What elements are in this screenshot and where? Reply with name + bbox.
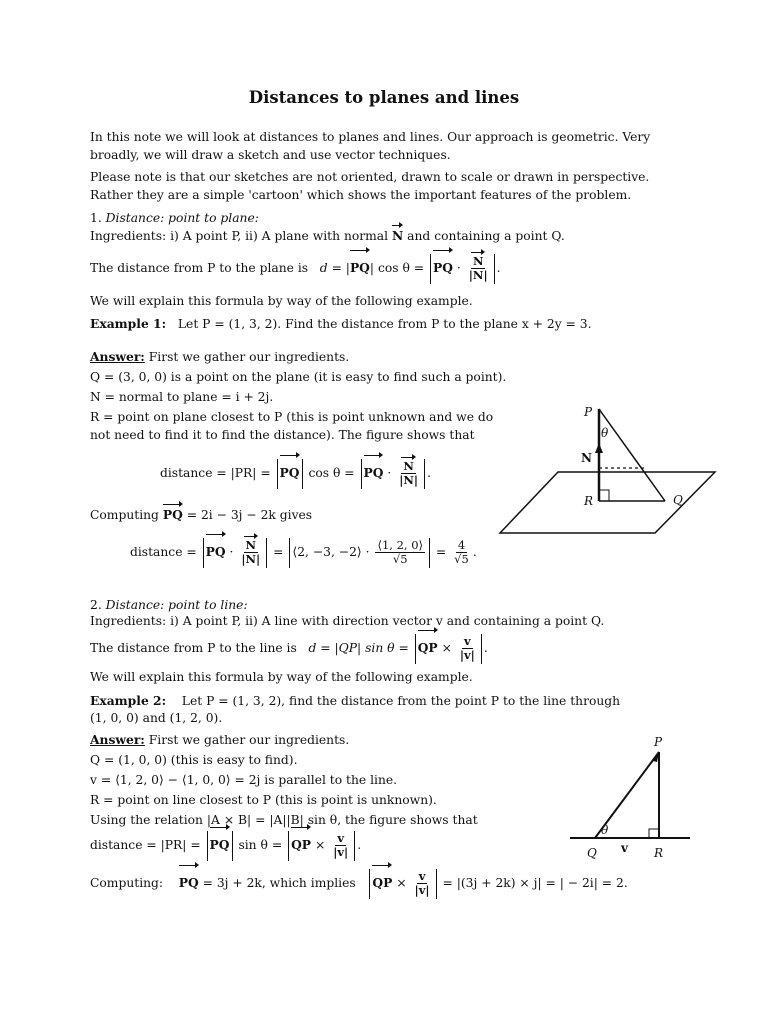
fraction-numerator: N bbox=[403, 459, 414, 473]
abs-bar bbox=[369, 869, 370, 899]
section-title: Distance: point to plane: bbox=[105, 211, 259, 225]
answer-1-line-5: not need to find it to find the distance). The figure shows that bbox=[90, 428, 475, 442]
abs-bar bbox=[424, 459, 425, 489]
computing-mid: = 3j + 2k, which implies bbox=[202, 876, 356, 890]
formula-pq-vector: PQ bbox=[350, 253, 370, 283]
dot-operator: · bbox=[456, 261, 461, 275]
section-1-explain: We will explain this formula by way of the following example. bbox=[90, 294, 473, 308]
abs-bar bbox=[266, 538, 267, 568]
label-p: P bbox=[654, 735, 663, 749]
qp-vector: QP bbox=[418, 633, 438, 663]
normal-unit-fraction bbox=[467, 255, 490, 282]
answer-2-line-5: Using the relation |A × B| = |A||B| sin θ, the figure shows that bbox=[90, 813, 478, 827]
label-theta: θ bbox=[601, 426, 609, 440]
fraction-denominator: |N| bbox=[468, 268, 488, 282]
normal-unit-fraction bbox=[239, 539, 262, 566]
label-q: Q bbox=[587, 846, 597, 860]
ingredients-text: Ingredients: i) A point P, ii) A plane with normal bbox=[90, 229, 389, 243]
section-number: 1. bbox=[90, 211, 102, 225]
formula-cos: | cos θ = bbox=[369, 261, 425, 275]
pq-line bbox=[599, 409, 665, 501]
fraction-denominator: √5 bbox=[392, 552, 408, 566]
fraction-numerator: v bbox=[418, 869, 426, 883]
equals: = bbox=[435, 545, 447, 559]
dot-operator: · bbox=[387, 466, 392, 480]
fraction-denominator: |v| bbox=[414, 883, 430, 897]
abs-bar bbox=[429, 538, 430, 568]
label-theta: θ bbox=[601, 823, 609, 837]
direction-unit-fraction bbox=[413, 870, 432, 897]
abs-bar bbox=[207, 831, 208, 861]
answer-1-line-2: Q = (3, 0, 0) is a point on the plane (it is easy to find such a point). bbox=[90, 370, 507, 384]
section-1-ingredients bbox=[90, 228, 565, 244]
computing-label: Computing: bbox=[90, 876, 164, 890]
normal-vector-symbol: N bbox=[392, 228, 404, 243]
computing-tail: = 2i − 3j − 2k gives bbox=[186, 508, 313, 522]
label-r: R bbox=[584, 494, 594, 508]
example-label: Example 2: bbox=[90, 693, 167, 708]
fraction-numerator: N bbox=[245, 538, 257, 552]
computing-label: Computing bbox=[90, 508, 159, 522]
label-q: Q bbox=[673, 493, 683, 507]
answer-text: First we gather our ingredients. bbox=[148, 733, 350, 747]
right-angle-marker bbox=[599, 490, 609, 501]
section-2-ingredients: Ingredients: i) A point P, ii) A line with direction vector v and containing a point Q. bbox=[90, 614, 605, 628]
abs-bar-right bbox=[494, 254, 495, 284]
formula-lead: The distance from P to the line is bbox=[90, 641, 297, 655]
qp-vector: QP bbox=[372, 868, 392, 898]
abs-bar bbox=[289, 538, 290, 568]
label-p: P bbox=[584, 405, 593, 419]
abs-bar bbox=[277, 459, 278, 489]
fraction-numerator: N bbox=[472, 254, 484, 268]
intro-paragraph-1-line-1: In this note we will look at distances to planes and lines. Our approach is geometric. Very bbox=[90, 130, 651, 144]
vector-components: ⟨2, −3, −2⟩ · bbox=[292, 545, 370, 559]
abs-bar bbox=[354, 831, 355, 861]
fraction-numerator: 4 bbox=[457, 538, 466, 552]
computing-line-1 bbox=[90, 507, 312, 523]
answer-text: First we gather our ingredients. bbox=[148, 350, 350, 364]
answer-label: Answer: bbox=[90, 732, 145, 747]
abs-bar bbox=[361, 459, 362, 489]
example-label: Example 1: bbox=[90, 316, 167, 331]
ingredients-tail: and containing a point Q. bbox=[407, 229, 565, 243]
intro-paragraph-2-line-1: Please note is that our sketches are not oriented, drawn to scale or drawn in perspective. bbox=[90, 170, 650, 184]
formula-pq-vector-2: PQ bbox=[433, 253, 453, 283]
cos-theta: cos θ = bbox=[308, 466, 355, 480]
cross-operator: × bbox=[314, 838, 326, 852]
distance-formula-1: distance = |PR| = PQ cos θ = PQ · $\frac{N}{|N|}$ . bbox=[160, 459, 432, 487]
formula-d: d = |QP| sin θ = bbox=[308, 641, 409, 655]
intro-paragraph-2-line-2: Rather they are a simple 'cartoon' which shows the important features of the problem. bbox=[90, 188, 632, 202]
distance-lead: distance = bbox=[130, 545, 197, 559]
direction-unit-fraction bbox=[331, 832, 350, 859]
pq-vector: PQ bbox=[162, 507, 183, 522]
page-title: Distances to planes and lines bbox=[248, 88, 520, 107]
right-angle-marker bbox=[649, 829, 659, 838]
pq-vector: PQ bbox=[179, 868, 199, 898]
section-2-heading bbox=[90, 597, 248, 613]
label-v: v bbox=[621, 841, 628, 855]
distance-formula-2: distance = PQ · $\frac{N}{|N|}$ = ⟨2, −3, −2⟩ · $\frac{⟨1, 2, 0⟩}{√5}$ = $\frac{4}{√5}$ . bbox=[130, 538, 477, 566]
section-1-formula: The distance from P to the plane is d = |PQ| cos θ = PQ · $\frac{N}{|N|}$ . bbox=[90, 254, 501, 282]
normal-unit-fraction bbox=[397, 460, 420, 487]
label-n: N bbox=[581, 451, 592, 465]
answer-1-line-1 bbox=[90, 349, 349, 365]
answer-2-line-4: R = point on line closest to P (this is point is unknown). bbox=[90, 793, 437, 807]
fraction-numerator: v bbox=[337, 831, 345, 845]
answer-2-line-3: v = ⟨1, 2, 0⟩ − ⟨1, 0, 0⟩ = 2j is parallel to the line. bbox=[90, 773, 398, 787]
fraction-numerator: v bbox=[464, 634, 471, 648]
equals: = bbox=[273, 545, 284, 559]
line-figure bbox=[565, 735, 695, 865]
answer-label: Answer: bbox=[90, 349, 145, 364]
components-fraction bbox=[375, 539, 425, 566]
fraction-denominator: |N| bbox=[241, 552, 261, 566]
example-2-line-1 bbox=[90, 693, 620, 709]
fraction-denominator: |v| bbox=[333, 845, 349, 859]
fraction-denominator: √5 bbox=[454, 552, 469, 566]
pq-vector: PQ bbox=[364, 458, 384, 488]
example-2-line-2: (1, 0, 0) and (1, 2, 0). bbox=[90, 711, 223, 725]
abs-bar bbox=[288, 831, 289, 861]
label-r: R bbox=[654, 846, 664, 860]
abs-bar-left bbox=[430, 254, 431, 284]
distance-formula-3: distance = |PR| = PQ sin θ = QP × $\frac{v}{|v|}$ . bbox=[90, 831, 362, 859]
pq-vector: PQ bbox=[280, 458, 300, 488]
cross-operator: × bbox=[441, 641, 452, 655]
example-text: Let P = (1, 3, 2). Find the distance from P to the plane x + 2y = 3. bbox=[177, 317, 592, 331]
intro-paragraph-1-line-2: broadly, we will draw a sketch and use vector techniques. bbox=[90, 148, 451, 162]
normal-arrowhead bbox=[595, 443, 603, 453]
distance-lead: distance = |PR| = bbox=[160, 466, 271, 480]
abs-bar bbox=[481, 634, 482, 664]
abs-bar bbox=[203, 538, 204, 568]
pq-vector: PQ bbox=[206, 537, 226, 567]
cross-operator: × bbox=[396, 876, 407, 890]
answer-2-line-2: Q = (1, 0, 0) (this is easy to find). bbox=[90, 753, 298, 767]
abs-bar bbox=[436, 869, 437, 899]
fraction-denominator: |v| bbox=[459, 648, 475, 662]
section-1-heading bbox=[90, 210, 259, 226]
qp-vector: QP bbox=[291, 830, 311, 860]
computing-tail: = |(3j + 2k) × j| = | − 2i| = 2. bbox=[442, 876, 628, 890]
abs-bar bbox=[415, 634, 416, 664]
fraction-numerator: ⟨1, 2, 0⟩ bbox=[377, 538, 423, 552]
abs-bar bbox=[232, 831, 233, 861]
answer-2-line-1 bbox=[90, 732, 349, 748]
answer-1-line-3: N = normal to plane = i + 2j. bbox=[90, 390, 274, 404]
abs-bar bbox=[302, 459, 303, 489]
result-fraction bbox=[452, 539, 471, 566]
section-2-explain: We will explain this formula by way of the following example. bbox=[90, 670, 473, 684]
sin-theta: sin θ = bbox=[238, 838, 283, 852]
example-1 bbox=[90, 316, 592, 332]
direction-unit-fraction bbox=[458, 635, 477, 662]
section-title: Distance: point to line: bbox=[105, 598, 248, 612]
answer-1-line-4: R = point on plane closest to P (this is point unknown and we do bbox=[90, 410, 494, 424]
computing-line-2 bbox=[90, 868, 628, 899]
formula-lead: The distance from P to the plane is bbox=[90, 261, 309, 275]
dot-operator: · bbox=[229, 545, 234, 559]
section-number: 2. bbox=[90, 598, 102, 612]
formula-d: d = | bbox=[319, 261, 350, 275]
fraction-denominator: |N| bbox=[399, 473, 419, 487]
example-text: Let P = (1, 3, 2), find the distance from the point P to the line through bbox=[181, 694, 621, 708]
plane-figure bbox=[495, 400, 725, 540]
distance-lead: distance = |PR| = bbox=[90, 838, 201, 852]
pq-vector: PQ bbox=[210, 830, 230, 860]
section-2-formula: The distance from P to the line is d = |QP| sin θ = QP × $\frac{v}{|v|}$ . bbox=[90, 634, 488, 662]
